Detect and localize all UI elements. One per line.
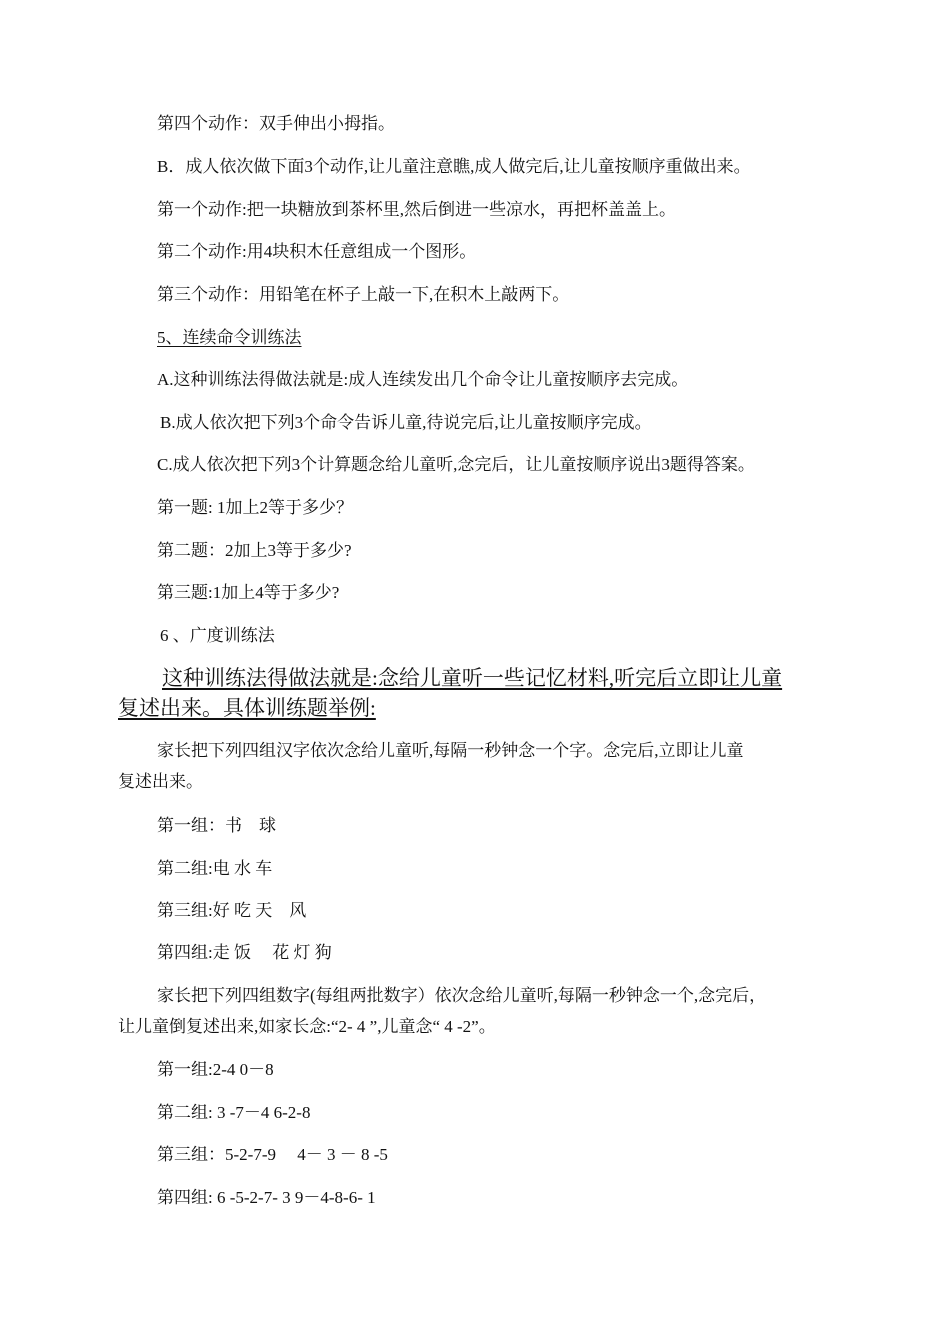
text-line-group-2: 第二组:电 水 车	[157, 859, 273, 878]
text-line-question-3: 第三题:1加上4等于多少?	[157, 583, 340, 602]
text-line-parent-digits: 家长把下列四组数字(每组两批数字）依次念给儿童听,每隔一秒钟念一个,念完后，	[157, 986, 767, 1005]
text-line-action-4: 第四个动作：双手伸出小拇指。	[157, 114, 395, 133]
section-heading-6: 6 、广度训练法	[160, 626, 275, 645]
text-line-digit-group-4: 第四组: 6 -5-2-7- 3 9－4-8-6- 1	[157, 1188, 376, 1207]
text-line-c-method: C.成人依次把下列3个计算题念给儿童听,念完后，让儿童按顺序说出3题得答案。	[157, 455, 755, 474]
text-line-digit-group-3: 第三组：5-2-7-9 4－ 3 － 8 -5	[157, 1145, 388, 1164]
text-line-a-method: A.这种训练法得做法就是:成人连续发出几个命令让儿童按顺序去完成。	[157, 370, 689, 389]
text-line-parent-digits-cont: 让儿童倒复述出来,如家长念:“2- 4 ”,儿童念“ 4 -2”。	[118, 1017, 496, 1036]
text-line-action-2: 第二个动作:用4块积木任意组成一个图形。	[157, 242, 477, 261]
text-line-b-instruction: B．成人依次做下面3个动作,让儿童注意瞧,成人做完后,让儿童按顺序重做出来。	[157, 157, 751, 176]
text-line-action-3: 第三个动作：用铅笔在杯子上敲一下,在积木上敲两下。	[157, 285, 570, 304]
text-line-action-1: 第一个动作:把一块糖放到茶杯里,然后倒进一些凉水，再把杯盖盖上。	[157, 200, 676, 219]
text-line-group-1: 第一组：书 球	[157, 816, 276, 835]
text-line-group-3: 第三组:好 吃 天 风	[157, 901, 307, 920]
section-heading-5: 5、连续命令训练法	[157, 328, 302, 347]
text-line-group-4: 第四组:走 饭 花 灯 狗	[157, 943, 332, 962]
text-line-parent-chars: 家长把下列四组汉字依次念给儿童听,每隔一秒钟念一个字。念完后,立即让儿童	[157, 741, 744, 760]
text-line-digit-group-2: 第二组: 3 -7－4 6-2-8	[157, 1103, 311, 1122]
large-underlined-line-1: 这种训练法得做法就是:念给儿童听一些记忆材料,听完后立即让儿童	[162, 666, 783, 690]
text-line-question-2: 第二题：2加上3等于多少?	[157, 541, 352, 560]
text-line-question-1: 第一题: 1加上2等于多少？	[157, 498, 353, 517]
large-underlined-line-2: 复述出来。具体训练题举例:	[118, 696, 376, 720]
text-line-parent-chars-cont: 复述出来。	[118, 772, 203, 791]
text-line-b-method: B.成人依次把下列3个命令告诉儿童,待说完后,让儿童按顺序完成。	[160, 413, 652, 432]
text-line-digit-group-1: 第一组:2-4 0－8	[157, 1060, 274, 1079]
